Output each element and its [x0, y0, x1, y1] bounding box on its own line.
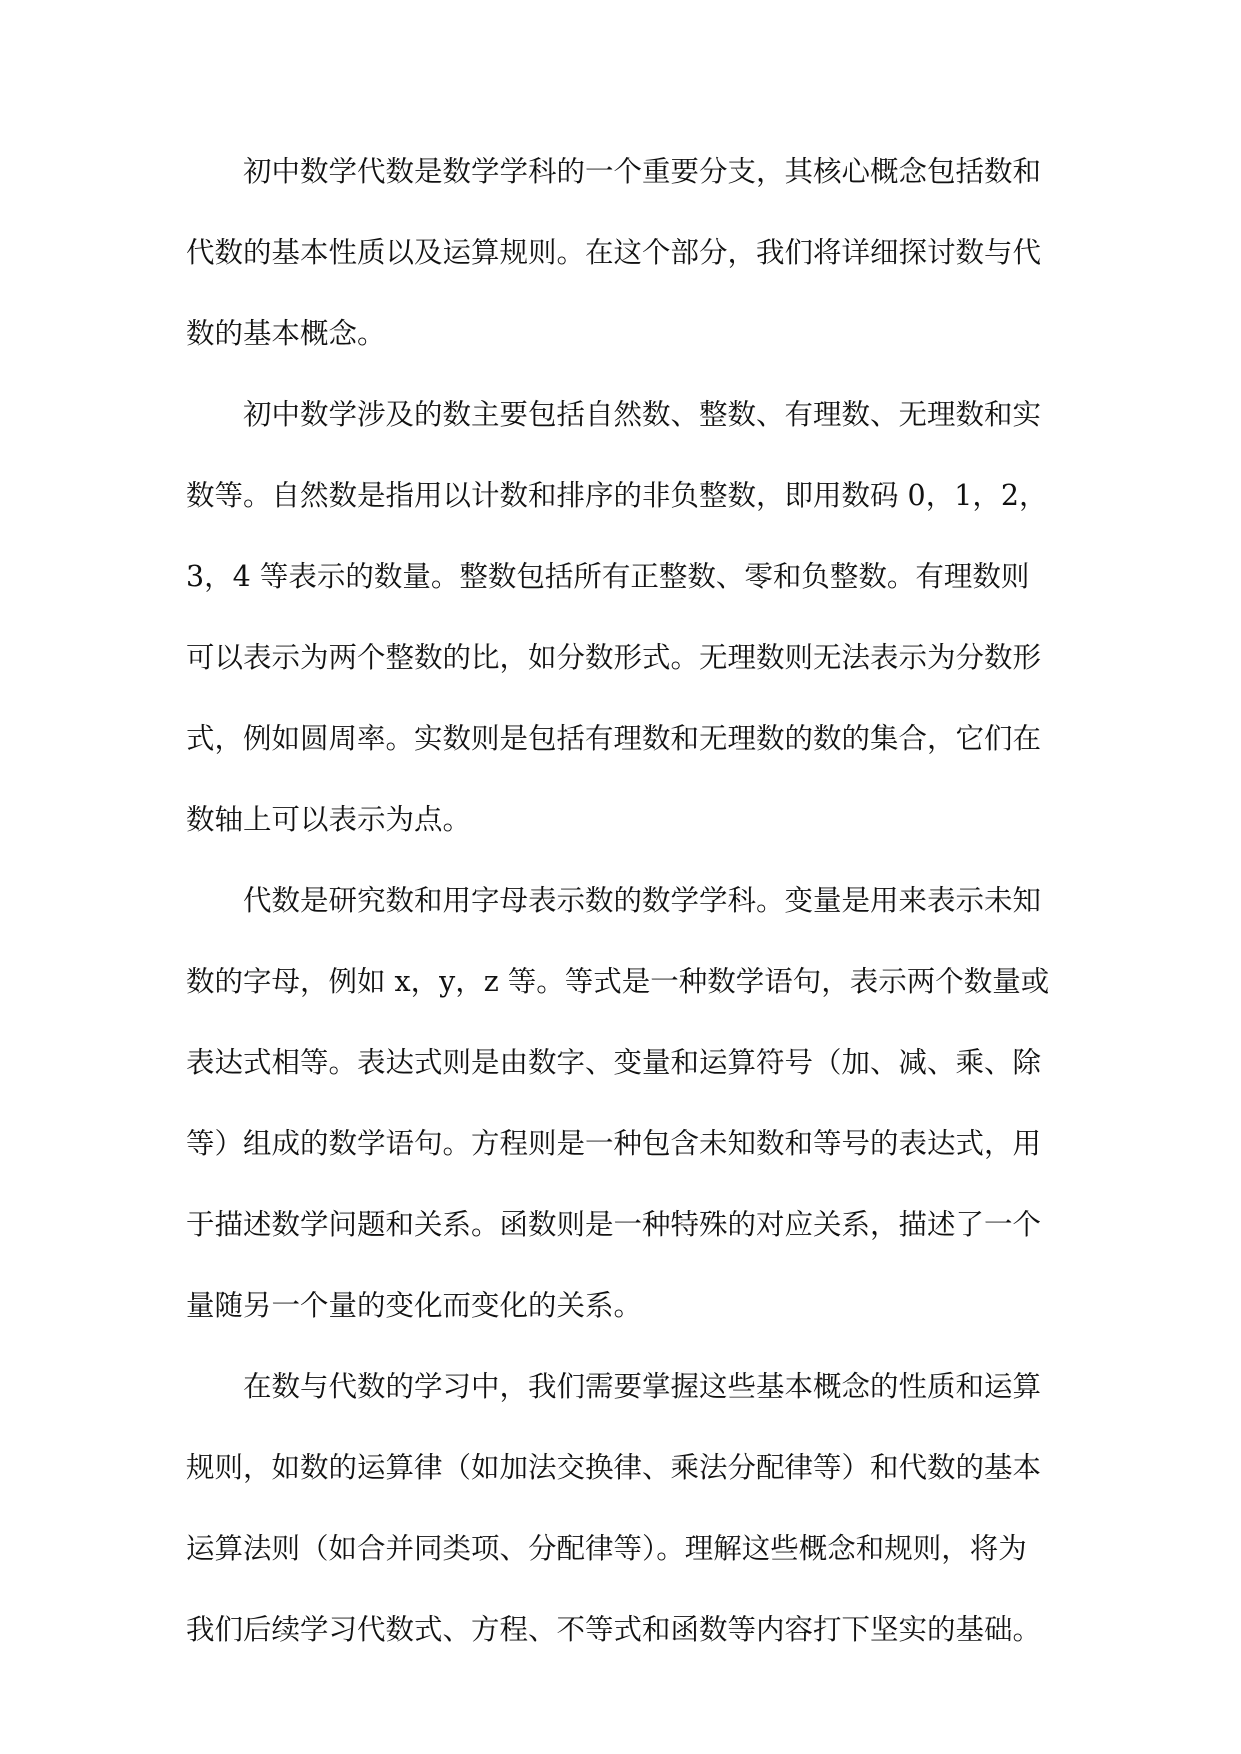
text-line: 可以表示为两个整数的比，如分数形式。无理数则无法表示为分数形 — [186, 641, 1042, 674]
paragraph-intro — [186, 144, 1056, 387]
text-line: 在数与代数的学习中，我们需要掌握这些基本概念的性质和运算 — [243, 1370, 1042, 1403]
text-line: 数的字母，例如 x，y，z 等。等式是一种数学语句，表示两个数量或 — [186, 965, 1050, 998]
text-line: 3，4 等表示的数量。整数包括所有正整数、零和负整数。有理数则 — [186, 560, 1030, 593]
text-line: 数等。自然数是指用以计数和排序的非负整数，即用数码 0，1，2， — [186, 479, 1048, 512]
paragraph-algebra — [186, 873, 1056, 1359]
text-line: 等）组成的数学语句。方程则是一种包含未知数和等号的表达式，用 — [186, 1127, 1042, 1160]
text-line: 数的基本概念。 — [186, 317, 386, 350]
text-line: 量随另一个量的变化而变化的关系。 — [186, 1289, 643, 1322]
text-line: 运算法则（如合并同类项、分配律等）。理解这些概念和规则，将为 — [186, 1532, 1027, 1565]
paragraph-learning — [186, 1359, 1056, 1683]
text-line: 式，例如圆周率。实数则是包括有理数和无理数的数的集合，它们在 — [186, 722, 1042, 755]
text-line: 代数的基本性质以及运算规则。在这个部分，我们将详细探讨数与代 — [186, 236, 1042, 269]
text-line: 于描述数学问题和关系。函数则是一种特殊的对应关系，描述了一个 — [186, 1208, 1042, 1241]
text-line: 数轴上可以表示为点。 — [186, 803, 472, 836]
text-line: 代数是研究数和用字母表示数的数学学科。变量是用来表示未知 — [243, 884, 1042, 917]
text-line: 我们后续学习代数式、方程、不等式和函数等内容打下坚实的基础。 — [186, 1613, 1042, 1646]
document-body — [186, 144, 1056, 1683]
text-line: 初中数学代数是数学学科的一个重要分支，其核心概念包括数和 — [243, 155, 1042, 188]
text-line: 表达式相等。表达式则是由数字、变量和运算符号（加、减、乘、除 — [186, 1046, 1042, 1079]
text-line: 初中数学涉及的数主要包括自然数、整数、有理数、无理数和实 — [243, 398, 1042, 431]
paragraph-numbers — [186, 387, 1056, 873]
text-line: 规则，如数的运算律（如加法交换律、乘法分配律等）和代数的基本 — [186, 1451, 1042, 1484]
